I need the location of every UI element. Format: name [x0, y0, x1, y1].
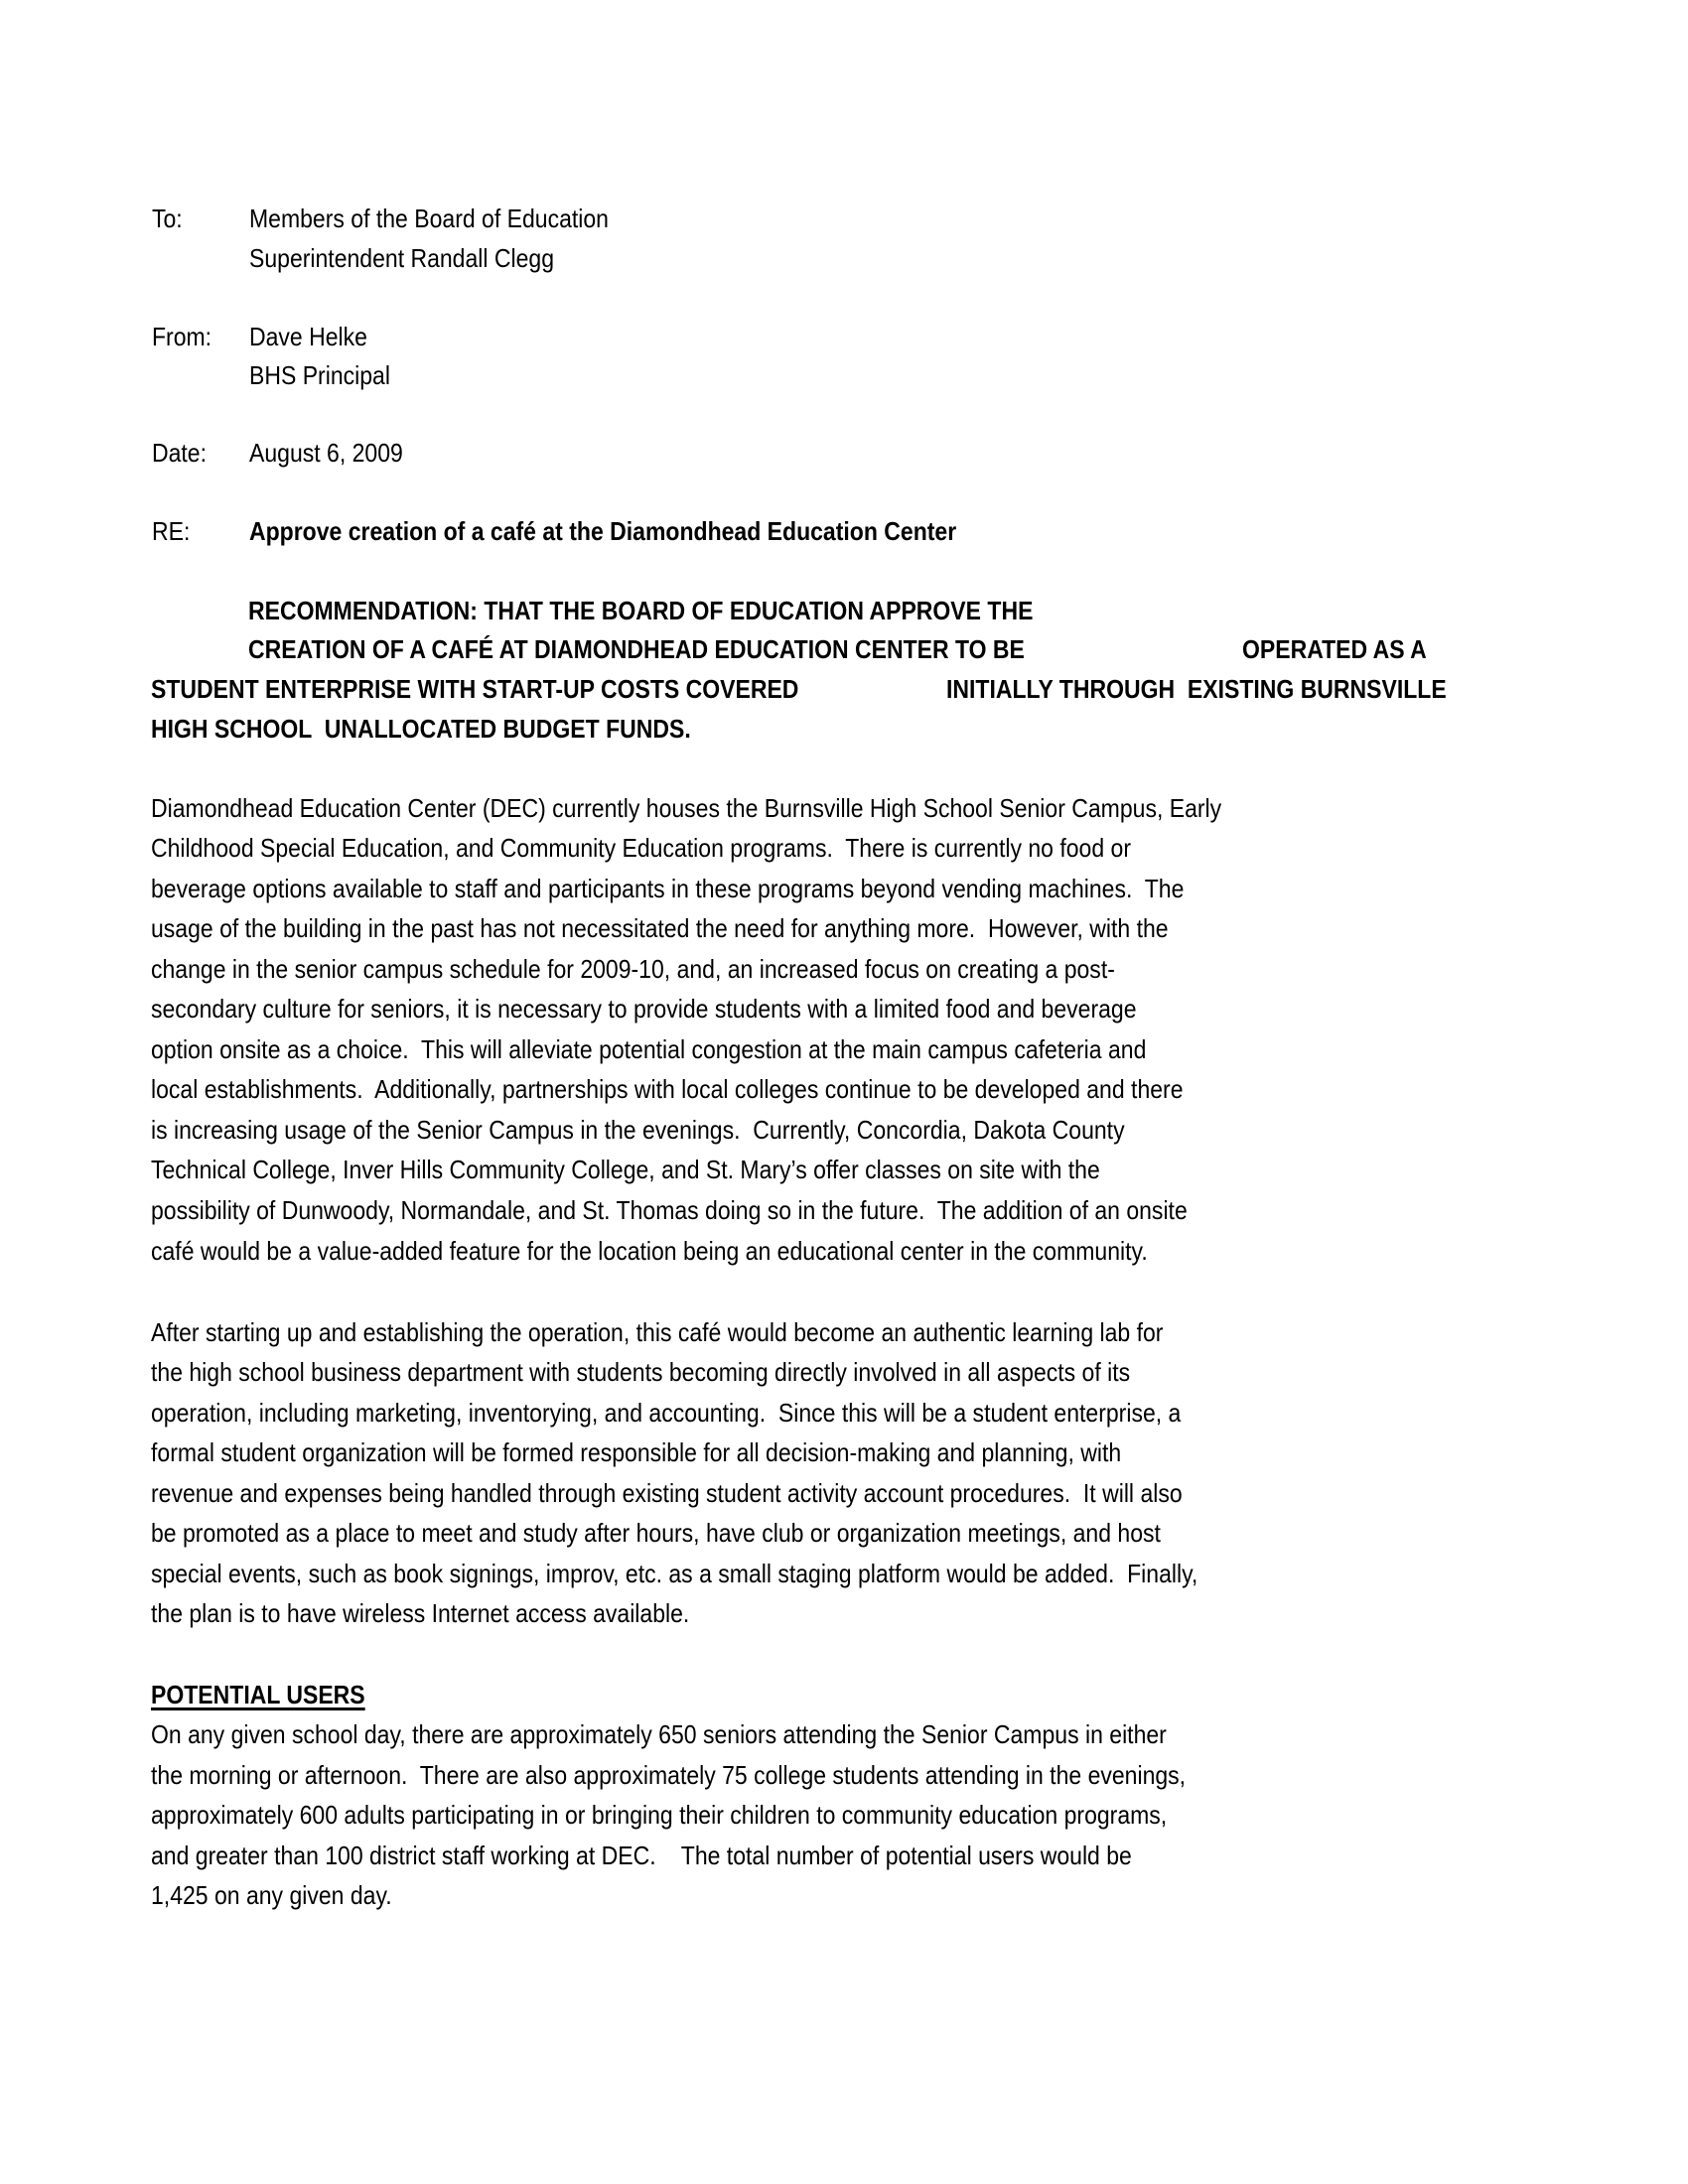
from-label: From:: [152, 322, 212, 351]
date-label: Date:: [152, 438, 208, 468]
paragraph-line: beverage options available to staff and participants in these programs beyond vending machines. The: [151, 874, 1185, 903]
recommendation-line-4: HIGH SCHOOL UNALLOCATED BUDGET FUNDS.: [151, 714, 691, 744]
paragraph-line: option onsite as a choice. This will alleviate potential congestion at the main campus cafeteria and: [151, 1034, 1147, 1064]
paragraph-line: Childhood Special Education, and Community Education programs. There is currently no food or: [151, 833, 1131, 863]
paragraph-line: the morning or afternoon. There are also approximately 75 college students attending in the evenings,: [151, 1760, 1187, 1790]
from-name: Dave Helke: [249, 322, 367, 351]
paragraph-line: special events, such as book signings, improv, etc. as a small staging platform would be added. Finally,: [151, 1559, 1198, 1588]
paragraph-line: revenue and expenses being handled through existing student activity account procedures. It will also: [151, 1478, 1183, 1508]
paragraph-line: is increasing usage of the Senior Campus in the evenings. Currently, Concordia, Dakota County: [151, 1115, 1125, 1145]
paragraph-line: Technical College, Inver Hills Community College, and St. Mary’s offer classes on site with the: [151, 1155, 1100, 1184]
paragraph-line: formal student organization will be formed responsible for all decision-making and planning, with: [151, 1437, 1122, 1467]
paragraph-line: the high school business department with students becoming directly involved in all aspects of its: [151, 1357, 1131, 1387]
recommendation-line-3: STUDENT ENTERPRISE WITH START-UP COSTS COVERED: [151, 674, 799, 704]
paragraph-line: local establishments. Additionally, partnerships with local colleges continue to be developed and there: [151, 1074, 1184, 1104]
paragraph-line: secondary culture for seniors, it is necessary to provide students with a limited food and beverage: [151, 994, 1137, 1024]
paragraph-line: café would be a value-added feature for the location being an educational center in the community.: [151, 1236, 1148, 1266]
recommendation-line-3-tail: INITIALLY THROUGH EXISTING BURNSVILLE: [946, 674, 1447, 704]
paragraph-line: possibility of Dunwoody, Normandale, and St. Thomas doing so in the future. The addition of an onsite: [151, 1195, 1188, 1225]
to-recipient-1: Members of the Board of Education: [249, 204, 609, 233]
section-heading: POTENTIAL USERS: [151, 1680, 365, 1709]
paragraph-line: On any given school day, there are approximately 650 seniors attending the Senior Campus in either: [151, 1719, 1167, 1749]
re-label: RE:: [152, 516, 191, 546]
paragraph-line: approximately 600 adults participating in or bringing their children to community education programs,: [151, 1800, 1168, 1830]
recommendation-line-1: RECOMMENDATION: THAT THE BOARD OF EDUCATION APPROVE THE: [248, 596, 1034, 625]
paragraph-line: usage of the building in the past has not necessitated the need for anything more. However, with the: [151, 913, 1169, 943]
re-subject: Approve creation of a café at the Diamondhead Education Center: [249, 516, 957, 546]
recommendation-line-2-tail: OPERATED AS A: [1242, 634, 1427, 664]
paragraph-line: change in the senior campus schedule for 2009-10, and, an increased focus on creating a post-: [151, 954, 1115, 984]
paragraph-line: 1,425 on any given day.: [151, 1880, 392, 1910]
date-value: August 6, 2009: [249, 438, 403, 468]
paragraph-line: operation, including marketing, inventorying, and accounting. Since this will be a student enterprise, a: [151, 1398, 1182, 1428]
from-title: BHS Principal: [249, 360, 390, 390]
recommendation-line-2: CREATION OF A CAFÉ AT DIAMONDHEAD EDUCATION CENTER TO BE: [248, 634, 1025, 664]
paragraph-line: Diamondhead Education Center (DEC) currently houses the Burnsville High School Senior Campus, Early: [151, 793, 1222, 823]
to-recipient-2: Superintendent Randall Clegg: [249, 243, 555, 273]
paragraph-line: After starting up and establishing the operation, this café would become an authentic learning lab for: [151, 1317, 1164, 1347]
paragraph-line: and greater than 100 district staff working at DEC. The total number of potential users would be: [151, 1841, 1132, 1870]
paragraph-line: be promoted as a place to meet and study after hours, have club or organization meetings, and host: [151, 1518, 1161, 1548]
paragraph-line: the plan is to have wireless Internet access available.: [151, 1598, 690, 1628]
to-label: To:: [152, 204, 183, 233]
